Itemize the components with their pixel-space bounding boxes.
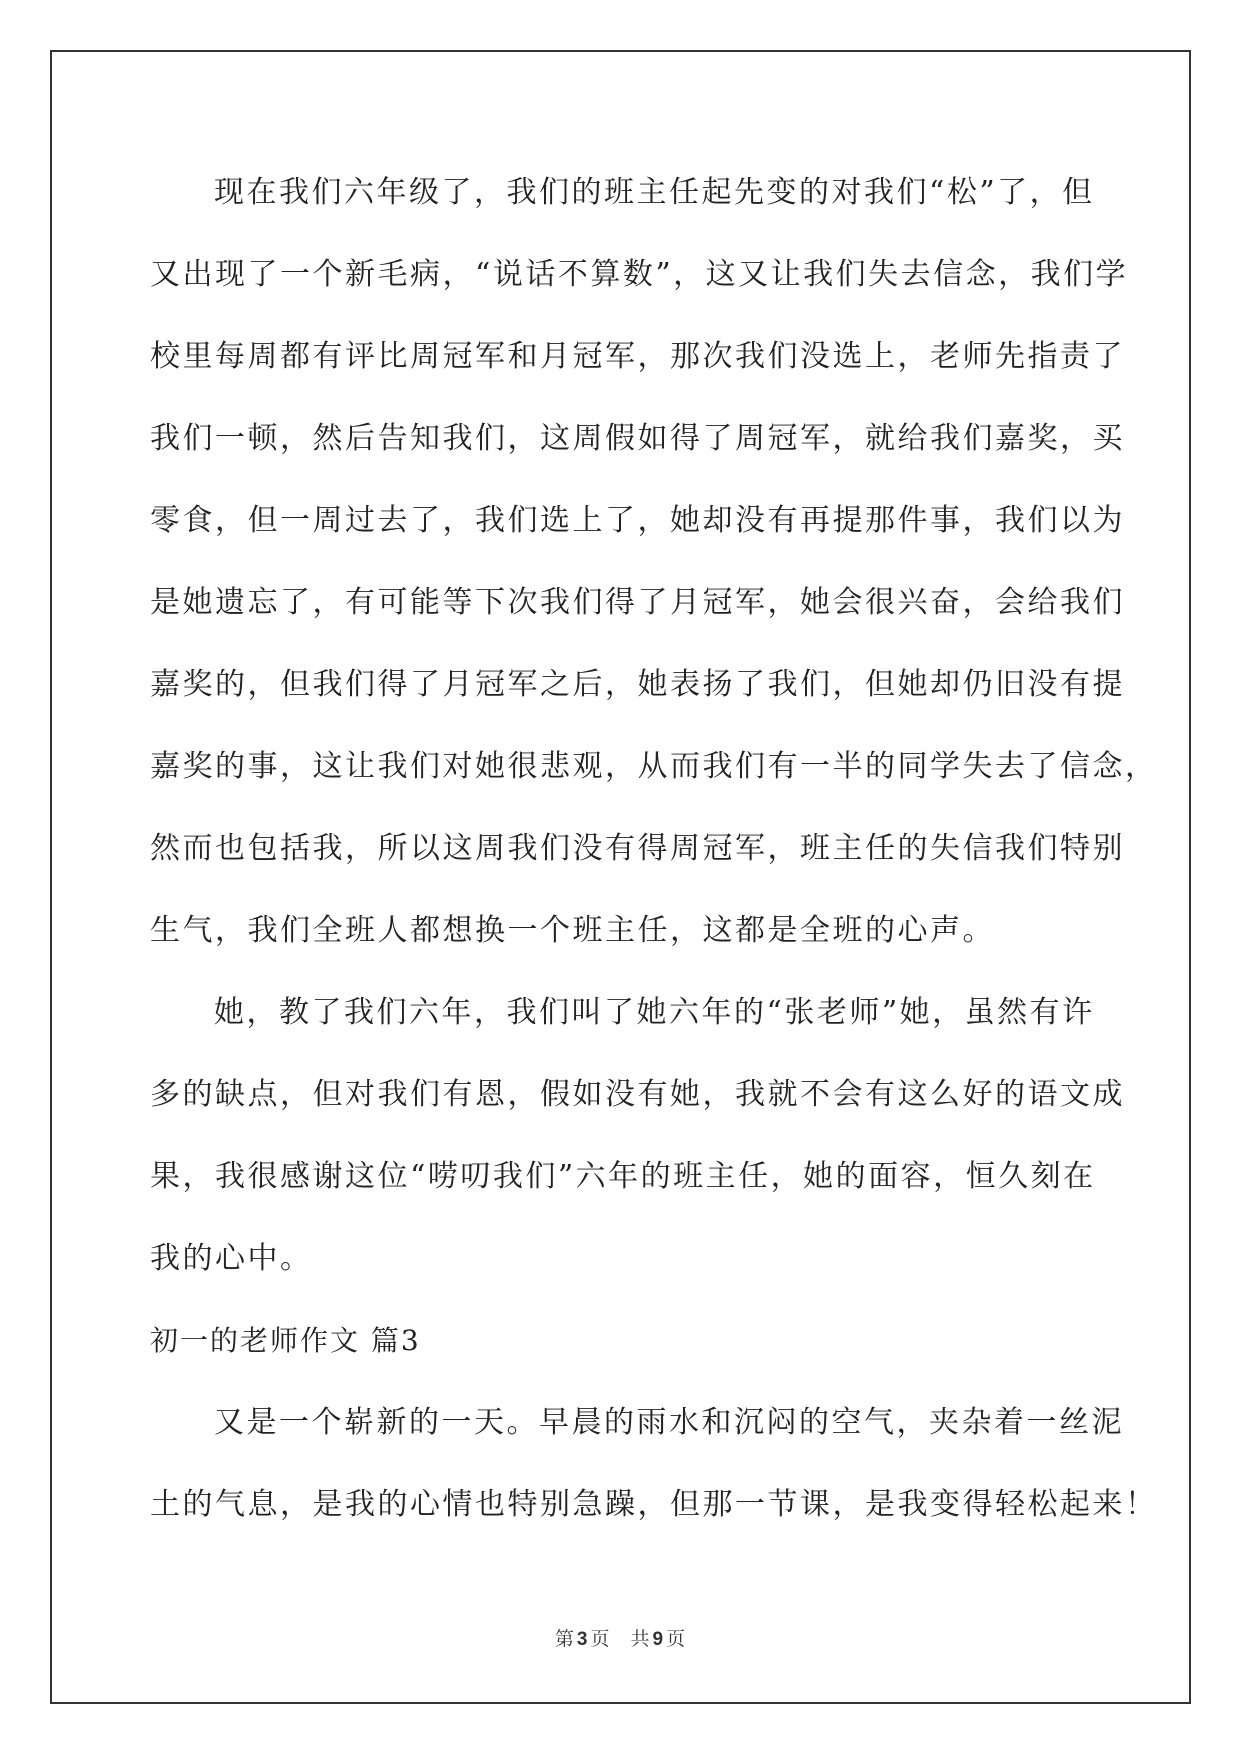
paragraph-line: 又出现了一个新毛病，“说话不算数”，这又让我们失去信念，我们学 <box>150 257 1129 292</box>
paragraph-line: 果，我很感谢这位“唠叨我们”六年的班主任，她的面容，恒久刻在 <box>150 1159 1096 1194</box>
paragraph-line: 零食，但一周过去了，我们选上了，她却没有再提那件事，我们以为 <box>150 503 1125 538</box>
paragraph-line: 然而也包括我，所以这周我们没有得周冠军，班主任的失信我们特别 <box>150 831 1125 866</box>
paragraph-line: 是她遗忘了，有可能等下次我们得了月冠军，她会很兴奋，会给我们 <box>150 585 1125 620</box>
page-number-label <box>555 1628 611 1650</box>
page-footer <box>0 1624 1241 1651</box>
total-page-number: 9 <box>652 1629 665 1650</box>
paragraph-line: 我们一顿，然后告知我们，这周假如得了周冠军，就给我们嘉奖，买 <box>150 421 1125 456</box>
paragraph-line: 现在我们六年级了，我们的班主任起先变的对我们“松”了，但 <box>214 175 1095 210</box>
page-suffix: 页 <box>590 1628 611 1650</box>
paragraph-line: 嘉奖的，但我们得了月冠军之后，她表扬了我们，但她却仍旧没有提 <box>150 667 1125 702</box>
paragraph-line: 土的气息，是我的心情也特别急躁，但那一节课，是我变得轻松起来！ <box>150 1487 1158 1522</box>
section-heading: 初一的老师作文 篇3 <box>150 1324 421 1357</box>
paragraph-line: 又是一个崭新的一天。早晨的雨水和沉闷的空气，夹杂着一丝泥 <box>214 1405 1124 1440</box>
total-prefix: 共 <box>630 1628 651 1650</box>
document-body <box>150 152 1158 1546</box>
page-prefix: 第 <box>554 1628 575 1650</box>
paragraph-1 <box>150 152 1158 972</box>
paragraph-line: 多的缺点，但对我们有恩，假如没有她，我就不会有这么好的语文成 <box>150 1077 1125 1112</box>
paragraph-line: 嘉奖的事，这让我们对她很悲观，从而我们有一半的同学失去了信念， <box>150 749 1158 784</box>
paragraph-line: 她，教了我们六年，我们叫了她六年的“张老师”她，虽然有许 <box>214 995 1095 1030</box>
total-suffix: 页 <box>666 1628 687 1650</box>
paragraph-line: 生气，我们全班人都想换一个班主任，这都是全班的心声。 <box>150 913 995 948</box>
paragraph-3 <box>150 1382 1158 1546</box>
total-pages-label <box>631 1628 687 1650</box>
current-page-number: 3 <box>576 1629 589 1650</box>
paragraph-line: 我的心中。 <box>150 1241 313 1276</box>
paragraph-line: 校里每周都有评比周冠军和月冠军，那次我们没选上，老师先指责了 <box>150 339 1125 374</box>
paragraph-2 <box>150 972 1125 1300</box>
